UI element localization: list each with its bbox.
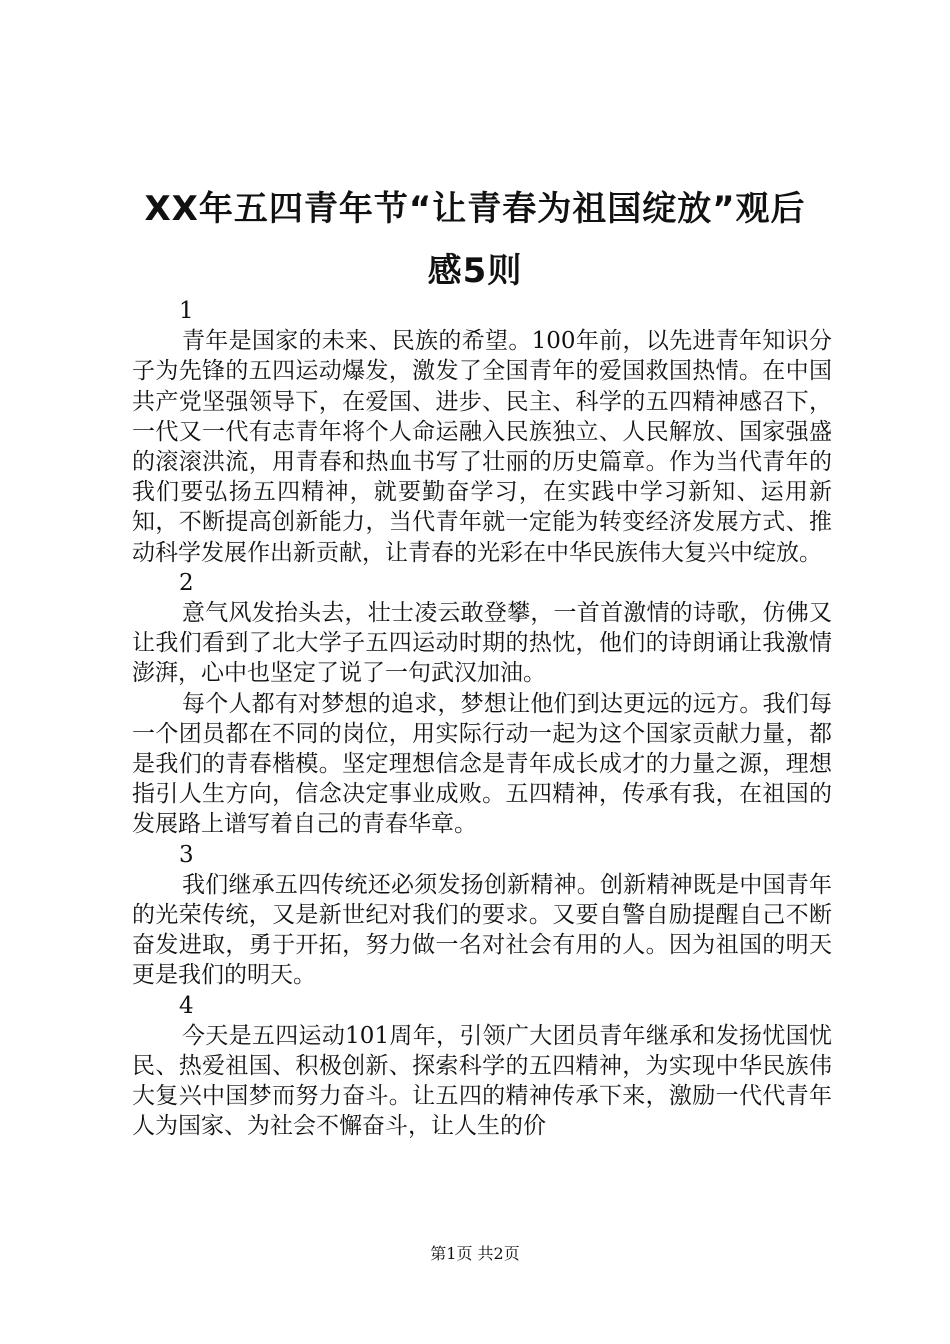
document-title [110,178,840,302]
title-line-1: XX年五四青年节“让青春为祖国绽放”观后 [144,189,806,229]
document-body [132,296,832,1142]
paragraph: 今天是五四运动101周年，引领广大团员青年继承和发扬忧国忧民、热爱祖国、积极创新、探索科学的五四精神，为实现中华民族伟大复兴中国梦而努力奋斗。让五四的精神传承下来，激励一代代青年人为国家、为社会不懈奋斗，让人生的价 [132,1022,832,1140]
title-line-2: 感5则 [427,251,523,291]
paragraph: 每个人都有对梦想的追求，梦想让他们到达更远的远方。我们每一个团员都在不同的岗位，用实际行动一起为这个国家贡献力量，都是我们的青春楷模。坚定理想信念是青年成长成才的力量之源，理想指引人生方向，信念决定事业成败。五四精神，传承有我，在祖国的发展路上谱写着自己的青春华章。 [132,690,832,838]
paragraph: 意气风发抬头去，壮士凌云敢登攀，一首首激情的诗歌，仿佛又让我们看到了北大学子五四运动时期的热忱，他们的诗朗诵让我激情澎湃，心中也坚定了说了一句武汉加油。 [132,600,832,687]
paragraph: 青年是国家的未来、民族的希望。100年前，以先进青年知识分子为先锋的五四运动爆发，激发了全国青年的爱国救国热情。在中国共产党坚强领导下，在爱国、进步、民主、科学的五四精神感召下，一代又一代有志青年将个人命运融入民族独立、人民解放、国家强盛的滚滚洪流，用青春和热血书写了壮丽的历史篇章。作为当代青年的我们要弘扬五四精神，就要勤奋学习，在实践中学习新知、运用新知，不断提高创新能力，当代青年就一定能为转变经济发展方式、推动科学发展作出新贡献，让青春的光彩在中华民族伟大复兴中绽放。 [132,328,832,566]
section-number: 1 [179,298,194,324]
section-number: 4 [179,992,194,1019]
section-number: 3 [179,841,194,868]
page-footer: 第1页 共2页 [430,1244,520,1263]
section-number: 2 [179,569,194,596]
paragraph: 我们继承五四传统还必须发扬创新精神。创新精神既是中国青年的光荣传统，又是新世纪对我们的要求。又要自警自励提醒自己不断奋发进取，勇于开拓，努力做一名对社会有用的人。因为祖国的明天更是我们的明天。 [132,871,832,989]
